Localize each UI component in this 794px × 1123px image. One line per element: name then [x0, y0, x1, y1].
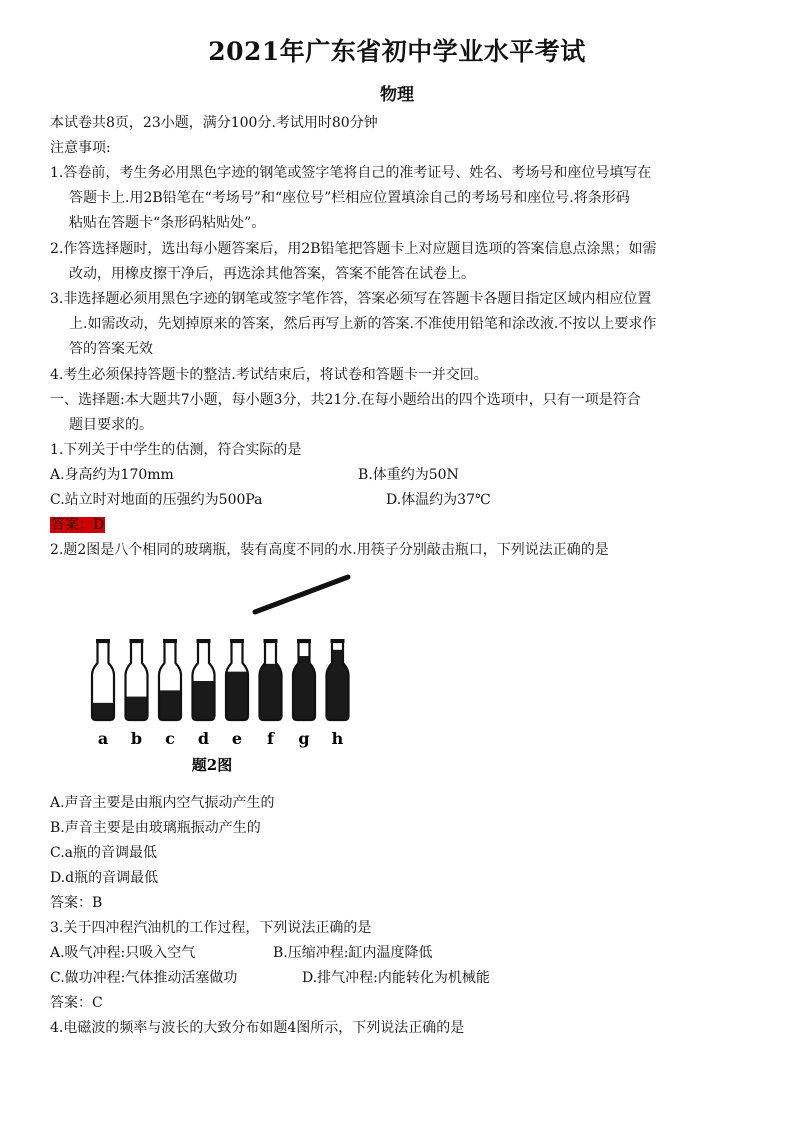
q2-stem: 2.题2图是八个相同的玻璃瓶，装有高度不同的水.用筷子分别敲击瓶口，下列说法正确的是	[50, 542, 609, 558]
section-1-heading-line-1: 一、选择题:本大题共7小题，每小题3分，共21分.在每小题给出的四个选项中，只有一项是符合	[50, 392, 641, 408]
bottle-water	[159, 690, 181, 720]
q2-answer: 答案：B	[50, 895, 103, 911]
bottle-b	[126, 639, 148, 748]
exam-title: 2021年广东省初中学业水平考试	[208, 37, 586, 66]
notice-item-1-line-1: 1.答卷前，考生务必用黑色字迹的钢笔或签字笔将自己的准考证号、姓名、考场号和座位号填写在	[50, 165, 652, 181]
section-1-heading-line-2: 题目要求的。	[69, 417, 153, 433]
q3-option-d: D.排气冲程:内能转化为机械能	[302, 970, 490, 986]
q2-option-b: B.声音主要是由玻璃瓶振动产生的	[50, 820, 261, 836]
bottle-label: d	[197, 729, 210, 748]
notice-item-3-line-2: 上.如需改动，先划掉原来的答案，然后再写上新的答案.不准使用铅笔和涂改液.不按以上要求作	[69, 316, 657, 332]
bottle-d	[193, 639, 215, 748]
exam-intro: 本试卷共8页，23小题，满分100分.考试用时80分钟	[50, 115, 378, 131]
notice-item-1-line-3: 粘贴在答题卡“条形码粘贴处”。	[69, 215, 266, 231]
q1-option-d: D.体温约为37℃	[386, 492, 491, 508]
bottle-lip	[96, 639, 110, 643]
bottle-label: c	[165, 729, 175, 748]
bottle-lip	[264, 639, 278, 643]
q1-option-c: C.站立时对地面的压强约为500Pa	[50, 492, 263, 508]
notice-item-1-line-2: 答题卡上.用2B铅笔在“考场号”和“座位号”栏相应位置填涂自己的考场号和座位号.将条形码	[69, 190, 630, 206]
bottle-label: f	[267, 729, 274, 748]
bottle-g	[293, 639, 315, 748]
q4-stem: 4.电磁波的频率与波长的大致分布如题4图所示，下列说法正确的是	[50, 1020, 465, 1036]
q1-answer	[50, 516, 105, 534]
notice-item-2-line-2: 改动，用橡皮擦干净后，再选涂其他答案，答案不能答在试卷上。	[69, 266, 475, 282]
bottle-h	[327, 639, 349, 748]
subject-title: 物理	[380, 85, 414, 105]
bottle-e	[226, 639, 248, 748]
q1-option-a: A.身高约为170mm	[50, 467, 174, 483]
notice-item-4: 4.考生必须保持答题卡的整洁.考试结束后，将试卷和答题卡一并交回。	[50, 367, 488, 383]
bottles-drawing	[80, 570, 370, 785]
bottle-c	[159, 639, 181, 748]
figure-caption: 题2图	[191, 756, 233, 774]
q2-figure-bottles	[80, 570, 370, 785]
chopstick	[255, 577, 348, 612]
q1-option-b: B.体重约为50N	[358, 467, 459, 483]
bottle-water	[327, 650, 349, 720]
q3-stem: 3.关于四冲程汽油机的工作过程，下列说法正确的是	[50, 920, 372, 936]
q3-answer: 答案：C	[50, 995, 103, 1011]
bottle-label: a	[97, 729, 109, 748]
q2-option-a: A.声音主要是由瓶内空气振动产生的	[50, 795, 275, 811]
bottle-lip	[130, 639, 144, 643]
notice-item-3-line-1: 3.非选择题必须用黑色字迹的钢笔或签字笔作答，答案必须写在答题卡各题目指定区域内相应位置	[50, 291, 652, 307]
bottle-lip	[331, 639, 345, 643]
bottle-f	[260, 639, 282, 748]
q3-option-c: C.做功冲程:气体推动活塞做功	[50, 970, 238, 986]
bottle-water	[260, 664, 282, 720]
notice-item-2-line-1: 2.作答选择题时，选出每小题答案后，用2B铅笔把答题卡上对应题目选项的答案信息点涂黑；如需	[50, 241, 657, 257]
bottle-label: h	[331, 729, 344, 748]
bottle-lip	[230, 639, 244, 643]
bottle-water	[193, 681, 215, 720]
bottle-water	[92, 703, 114, 720]
bottle-water	[226, 672, 248, 720]
notice-item-3-line-3: 答的答案无效	[69, 341, 153, 357]
bottle-lip	[163, 639, 177, 643]
bottle-label: e	[231, 729, 243, 748]
q3-option-b: B.压缩冲程:缸内温度降低	[273, 945, 433, 961]
q1-stem: 1.下列关于中学生的估测，符合实际的是	[50, 442, 302, 458]
bottle-water	[126, 697, 148, 720]
q3-option-a: A.吸气冲程:只吸入空气	[50, 945, 196, 961]
bottle-lip	[297, 639, 311, 643]
q2-option-c: C.a瓶的音调最低	[50, 845, 158, 861]
q2-option-d: D.d瓶的音调最低	[50, 870, 159, 886]
notice-heading: 注意事项:	[50, 140, 111, 156]
bottle-lip	[197, 639, 211, 643]
q1-answer-highlight: 答案：D	[51, 517, 105, 533]
bottle-a	[92, 639, 114, 748]
bottle-label: b	[130, 729, 143, 748]
bottle-label: g	[298, 729, 310, 748]
